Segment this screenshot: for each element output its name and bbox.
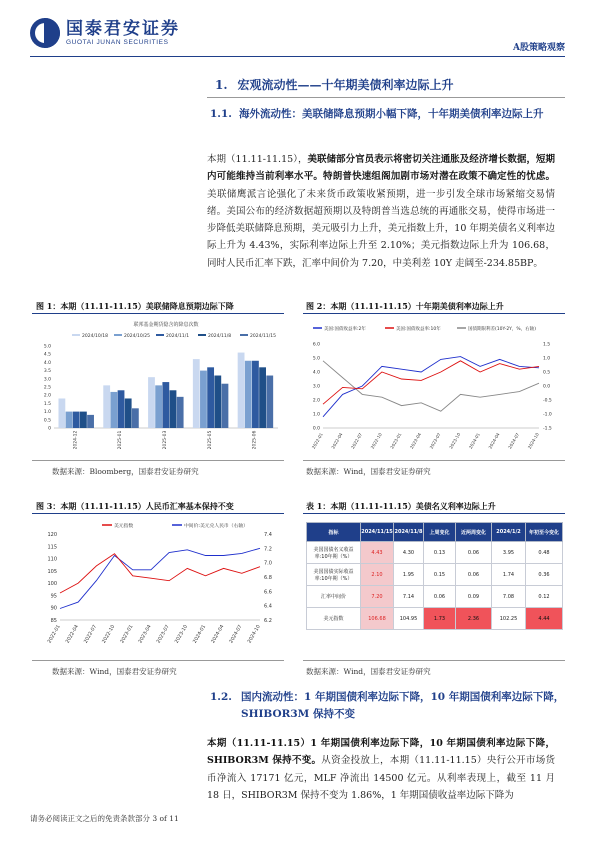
table-header-cell: 上周变化: [424, 523, 456, 542]
fig3-bottom-rule: [32, 660, 284, 661]
bar: [162, 382, 169, 428]
bar: [222, 384, 229, 428]
x-tick-label: 2024-01: [467, 432, 481, 450]
y-left-tick-label: 115: [47, 544, 57, 551]
y-left-tick-label: 3.0: [312, 384, 320, 390]
paragraph-2-bold: 本期（11.11-11.15）1 年期国债利率边际下降，10 年期国债利率边际下降，SHIBOR3M 保持不变。: [207, 738, 555, 767]
bar: [214, 376, 221, 428]
x-tick-label: 2024-07: [507, 432, 521, 450]
logo-mark-icon: [30, 18, 60, 48]
x-tick-label: 2024-10: [247, 624, 262, 645]
bar: [200, 371, 207, 428]
bar: [177, 397, 184, 428]
table-cell: 4.44: [526, 608, 563, 630]
table-row: [307, 564, 563, 586]
bar: [80, 412, 87, 428]
table-header-cell: 2024/11/8: [394, 523, 424, 542]
y-tick-label: 3.5: [43, 369, 51, 375]
table-cell: 4.43: [361, 542, 394, 564]
table-header-cell: 2024/1/2: [492, 523, 526, 542]
subsection-1-1-heading: [210, 106, 555, 122]
bar: [170, 390, 177, 428]
fig2-source: 数据来源：Wind，国泰君安证券研究: [306, 467, 431, 476]
y-left-tick-label: 120: [47, 532, 57, 538]
y-right-tick-label: 7.2: [264, 546, 272, 553]
table-cell: 7.14: [394, 586, 424, 608]
y-tick-label: 2.0: [43, 393, 51, 399]
fig3-line-chart: [32, 516, 286, 658]
y-left-tick-label: 110: [47, 556, 57, 563]
table1-source: 数据来源：Wind，国泰君安证券研究: [306, 667, 431, 676]
y-right-tick-label: 0.0: [543, 384, 551, 390]
x-tick-label: 2022-07: [83, 624, 99, 645]
bar: [148, 377, 155, 428]
x-tick-label: 2024-04: [487, 432, 501, 450]
x-tick-label: 2023-01: [120, 624, 135, 645]
fig1-bar-chart: [32, 316, 286, 458]
y-tick-label: 2.5: [43, 385, 51, 391]
bar: [155, 385, 162, 428]
legend-label: 美国:国债收益率:2年: [324, 327, 366, 332]
subsection-1-1-number: 1.1.: [210, 108, 232, 120]
y-tick-label: 4.5: [43, 352, 51, 358]
x-tick-label: 2024-01: [192, 624, 208, 645]
table-cell: 102.25: [492, 608, 526, 630]
y-right-tick-label: 6.8: [264, 575, 272, 581]
series-line-spread: [323, 361, 539, 411]
bar: [73, 412, 80, 428]
y-right-tick-label: 1.5: [543, 342, 551, 348]
subsection-1-2-number: 1.2.: [210, 691, 232, 703]
y-left-tick-label: 4.0: [312, 370, 320, 376]
bar: [132, 408, 139, 428]
x-tick-label: 2023-10: [448, 432, 462, 450]
table-cell: 0.13: [424, 542, 456, 564]
bar: [193, 359, 200, 428]
table-row: [307, 586, 563, 608]
y-left-tick-label: 6.0: [312, 342, 320, 348]
x-tick-label: 2023-10: [174, 624, 190, 645]
series-line-usd: [60, 554, 260, 593]
x-tick-label: 2024-04: [211, 624, 226, 645]
y-tick-label: 1.0: [43, 410, 51, 416]
table-cell: 0.09: [456, 586, 492, 608]
logo-cn-text: 国泰君安证券: [66, 19, 180, 39]
fig3-source: 数据来源：Wind，国泰君安证券研究: [52, 667, 177, 676]
y-left-tick-label: 95: [50, 593, 57, 600]
section-1-number: 1.: [215, 78, 228, 92]
subsection-1-2-title: 国内流动性：1 年期国债利率边际下降，10 年期国债利率边际下降，SHIBOR3M 保持不变: [241, 691, 565, 720]
x-tick-label: 2025-05: [207, 430, 213, 450]
bar: [103, 385, 110, 428]
fig1-rule: [32, 313, 284, 314]
table1-rule: [303, 513, 565, 514]
y-left-tick-label: 5.0: [312, 356, 320, 362]
bar: [118, 390, 125, 428]
fig3-rule: [32, 513, 284, 514]
y-right-tick-label: -0.5: [543, 398, 552, 404]
bar: [125, 398, 132, 428]
bar: [66, 412, 73, 428]
fig1-caption: 图 1：本期（11.11-11.15）美联储降息预期边际下降: [36, 301, 234, 311]
y-tick-label: 3.0: [43, 377, 51, 383]
page-header: [0, 0, 595, 58]
y-right-tick-label: -1.0: [543, 412, 552, 418]
fig2-line-chart: [303, 316, 565, 458]
legend-label: 2024/10/25: [124, 334, 150, 339]
y-tick-label: 1.5: [43, 401, 51, 407]
table-cell: 3.95: [492, 542, 526, 564]
section-1-heading: [215, 76, 454, 93]
x-tick-label: 2024-07: [229, 624, 244, 645]
x-tick-label: 2024-10: [526, 432, 540, 450]
table1-bottom-rule: [303, 660, 565, 661]
y-tick-label: 0.5: [43, 418, 51, 424]
x-tick-label: 2025-06: [252, 430, 258, 450]
subsection-1-2-heading: [210, 689, 565, 723]
table-cell: 104.95: [394, 608, 424, 630]
table-header-cell: 年初至今变化: [526, 523, 563, 542]
x-tick-label: 2022-10: [101, 624, 117, 645]
paragraph-2-rest: 从资金投放上，本期（11.11-11.15）央行公开市场货币净流入 17171 亿元，MLF 净流出 14500 亿元。从利率表现上，截至 11 月 18 日，SHIBOR3M 保持不变为 1.86%，1 年期国债收益率边际下降为: [207, 755, 555, 801]
logo-en-text: GUOTAI JUNAN SECURITIES: [66, 39, 169, 46]
subsection-1-1-title: 海外流动性：美联储降息预期小幅下降，十年期美债利率边际上升: [239, 108, 544, 120]
table1-caption: 表 1：本期（11.11-11.15）美债名义利率边际上升: [306, 501, 496, 511]
legend-label: 国债期限利差(10Y-2Y，%，右轴): [468, 327, 536, 332]
legend-label: 2024/10/18: [82, 334, 108, 339]
y-left-tick-label: 85: [50, 618, 57, 624]
fig2-bottom-rule: [303, 460, 565, 461]
table-cell: 1.74: [492, 564, 526, 586]
x-tick-label: 2025-01: [118, 430, 124, 450]
page-footer: 请务必阅读正文之后的免责条款部分 3 of 11: [30, 814, 179, 823]
x-tick-label: 2023-07: [156, 624, 171, 645]
table-cell: 美国国债实际收益率:10年期（%）: [307, 564, 361, 586]
table-cell: 4.30: [394, 542, 424, 564]
fig1-source: 数据来源：Bloomberg，国泰君安证券研究: [52, 467, 199, 476]
y-right-tick-label: 6.2: [264, 618, 272, 624]
fig2-rule: [303, 313, 565, 314]
legend-label: 2024/11/1: [166, 334, 190, 339]
bar: [252, 361, 259, 428]
y-left-tick-label: 100: [47, 581, 57, 588]
paragraph-1-bold: 美联储部分官员表示将密切关注通胀及经济增长数据，短期内可能维持当前利率水平。特朗普快速组阁加剧市场对潜在政策不确定性的忧虑。: [207, 154, 555, 183]
table-cell: 0.06: [456, 564, 492, 586]
fig1-bottom-rule: [32, 460, 284, 461]
legend-label: 美元指数: [114, 524, 134, 529]
table-cell: 汇率中间价: [307, 586, 361, 608]
x-tick-label: 2024-12: [73, 430, 79, 450]
section-1-title: 宏观流动性——十年期美债利率边际上升: [237, 78, 454, 92]
legend-label: 美国:国债收益率:10年: [396, 327, 441, 332]
fig3-caption: 图 3：本期（11.11-11.15）人民币汇率基本保持不变: [36, 501, 234, 511]
table-cell: 美元指数: [307, 608, 361, 630]
table-cell: 0.48: [526, 542, 563, 564]
paragraph-1: [207, 151, 555, 272]
x-tick-label: 2023-07: [428, 432, 442, 450]
x-tick-label: 2022-01: [310, 432, 324, 450]
table-row: [307, 542, 563, 564]
table-cell: 0.15: [424, 564, 456, 586]
series-line-cny: [60, 548, 260, 608]
table-cell: 2.10: [361, 564, 394, 586]
table-cell: 0.12: [526, 586, 563, 608]
y-right-tick-label: 7.4: [264, 532, 272, 538]
table-cell: 0.06: [424, 586, 456, 608]
table-header-cell: 2024/11/15: [361, 523, 394, 542]
table-header-cell: 近两周变化: [456, 523, 492, 542]
y-left-tick-label: 105: [47, 568, 57, 575]
chart1-title: 联邦基金期货隐含的降息次数: [133, 322, 199, 328]
table-cell: 106.68: [361, 608, 394, 630]
table-cell: 1.95: [394, 564, 424, 586]
y-left-tick-label: 1.0: [312, 412, 320, 418]
table-cell: 7.08: [492, 586, 526, 608]
y-tick-label: 5.0: [43, 344, 51, 350]
legend-label: 中间价:美元兑人民币（右轴）: [184, 524, 248, 529]
x-tick-label: 2022-04: [65, 624, 80, 645]
bar: [245, 361, 252, 428]
section-1-divider: [207, 97, 565, 98]
x-tick-label: 2025-03: [163, 430, 168, 450]
bar: [238, 353, 245, 428]
y-right-tick-label: -1.5: [543, 426, 552, 432]
table-cell: 0.06: [456, 542, 492, 564]
table-cell: 2.36: [456, 608, 492, 630]
table-cell: 1.73: [424, 608, 456, 630]
y-right-tick-label: 6.4: [264, 603, 272, 610]
y-right-tick-label: 1.0: [543, 356, 551, 362]
x-tick-label: 2023-01: [389, 432, 403, 450]
report-type: A股策略观察: [513, 43, 565, 53]
company-logo: [30, 18, 180, 48]
table-cell: 美国国债名义收益率:10年期（%）: [307, 542, 361, 564]
series-line-10y: [323, 361, 539, 404]
paragraph-1-lead: 本期（11.11-11.15），: [207, 154, 308, 165]
table-header-cell: 指标: [307, 523, 361, 542]
table-row: [307, 608, 563, 630]
y-left-tick-label: 90: [50, 605, 57, 612]
bar: [259, 367, 266, 428]
y-left-tick-label: 2.0: [312, 398, 320, 404]
y-right-tick-label: 7.0: [264, 560, 272, 567]
fig2-caption: 图 2：本期（11.11-11.15）十年期美债利率边际上升: [306, 301, 504, 311]
paragraph-1-rest: 美联储鹰派言论强化了未来货币政策收紧预期，进一步引发全球市场紧缩交易情绪。美国公布的经济数据超预期以及特朗普当选总统的再通胀交易，使得市场进一步降低美联储降息预期，美元吸引力上升，美元指数上升，10 年期美债名义利率边际上升为 4.43%，实际利率边际上升至 2.10%；美元指数边际上升为 106.68，同时人民币汇率下跌，汇率中间价为 7.20，中美利差 10Y 走阔至-234.85BP。: [207, 188, 555, 269]
table-cell: 0.36: [526, 564, 563, 586]
x-tick-label: 2023-04: [408, 432, 423, 450]
x-tick-label: 2023-04: [138, 624, 153, 645]
bar: [266, 376, 273, 428]
table-cell: 7.20: [361, 586, 394, 608]
rates-table: [306, 522, 563, 630]
y-left-tick-label: 0.0: [312, 426, 320, 432]
paragraph-2: [207, 735, 555, 804]
table-header-row: [307, 523, 563, 542]
y-right-tick-label: 6.6: [264, 589, 272, 596]
header-divider: [30, 56, 565, 57]
y-tick-label: 4.0: [43, 360, 51, 366]
x-tick-label: 2022-04: [330, 432, 344, 450]
bar: [110, 392, 117, 428]
bar: [87, 415, 94, 428]
x-tick-label: 2022-07: [350, 432, 364, 450]
y-right-tick-label: 0.5: [543, 370, 551, 376]
legend-label: 2024/11/15: [250, 334, 276, 339]
x-tick-label: 2022-10: [369, 432, 383, 450]
bar: [207, 367, 214, 428]
legend-label: 2024/11/8: [208, 334, 232, 339]
x-tick-label: 2022-01: [47, 624, 62, 645]
bar: [58, 398, 65, 428]
y-tick-label: 0: [48, 426, 51, 432]
